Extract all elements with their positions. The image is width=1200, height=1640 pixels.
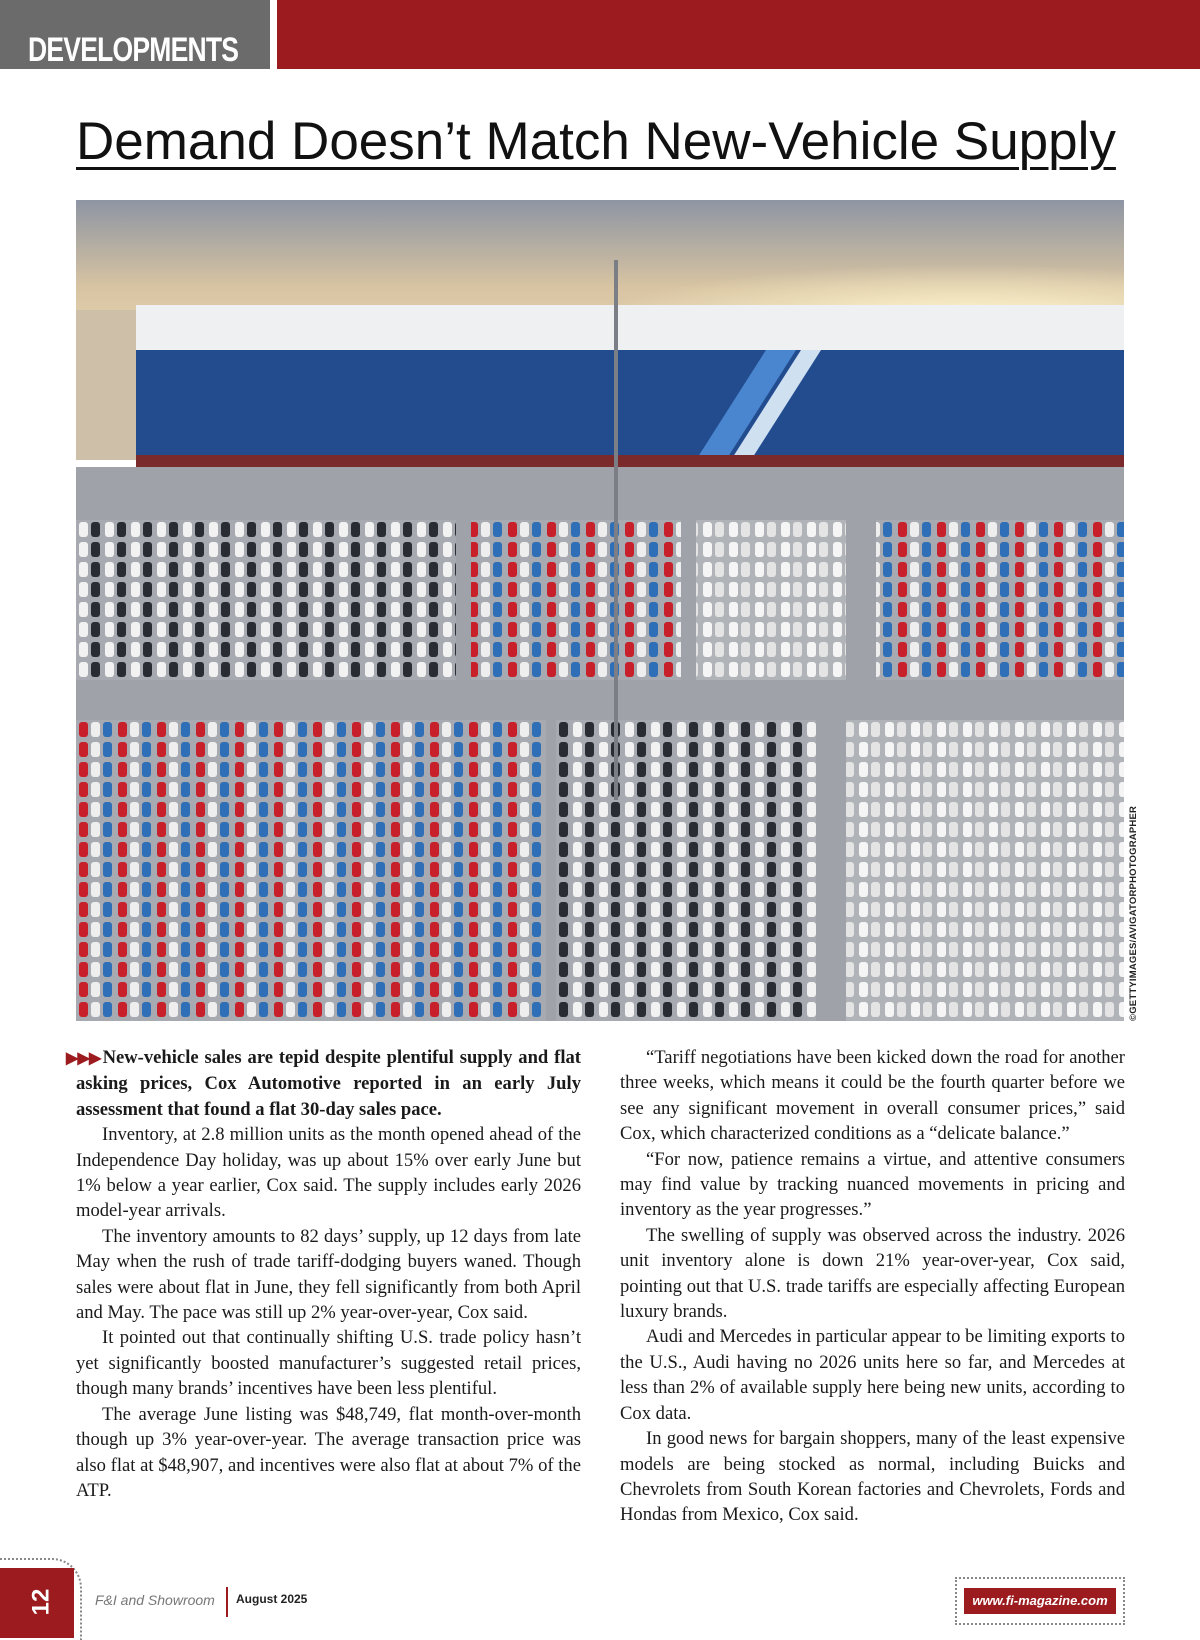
- body-paragraph: In good news for bargain shoppers, many of the least expensive models are being stocked as normal, including Buicks and Chevrolets from South Korean factories and Chevrolets, Fords and Hondas from Mexico, Cox said.: [620, 1428, 1125, 1526]
- body-paragraph: The inventory amounts to 82 days’ supply, up 12 days from late May when the rush of trade tariff-dodging buyers waned. Though sales were about flat in June, they fell significantly from both April and May. The pace was still up 2% year-over-year, Cox said.: [76, 1225, 581, 1324]
- header-accent-band: [277, 0, 1200, 69]
- body-paragraph: It pointed out that continually shifting U.S. trade policy hasn’t yet significantly boosted manufacturer’s suggested retail prices, though many brands’ incentives have been less plentiful.: [76, 1327, 581, 1400]
- article-photo: [76, 200, 1124, 1021]
- body-paragraph: “Tariff negotiations have been kicked down the road for another three weeks, which means it could be the fourth quarter before we see any significant movement in overall consumer prices,” said Cox, which characterized conditions as a “delicate balance.”: [620, 1047, 1125, 1145]
- body-paragraph: The swelling of supply was observed across the industry. 2026 unit inventory alone is down 21% year-over-year, Cox said, pointing out that U.S. trade tariffs are especially affecting European luxury brands.: [620, 1224, 1125, 1323]
- footer-separator: [226, 1587, 228, 1617]
- photo-credit: ©GETTYIMAGES/AVIGATORPHOTOGRAPHER: [1128, 805, 1139, 1021]
- issue-date: August 2025: [236, 1592, 308, 1606]
- section-label: DEVELOPMENTS: [28, 31, 239, 69]
- article-column-left: [66, 1045, 581, 1503]
- lede-text: New-vehicle sales are tepid despite plentiful supply and flat asking prices, Cox Automotive reported in an early July assessment that found a flat 30-day sales pace.: [76, 1047, 581, 1120]
- lede-paragraph: [66, 1045, 581, 1122]
- page-number: 12: [27, 1588, 55, 1616]
- lede-arrows-icon: ▶▶▶: [66, 1050, 101, 1067]
- body-paragraph: Inventory, at 2.8 million units as the month opened ahead of the Independence Day holiday, was up about 15% over early June but 1% below a year earlier, Cox said. The supply includes early 2026 model-year arrivals.: [76, 1124, 581, 1222]
- body-paragraph: The average June listing was $48,749, flat month-over-month though up 3% year-over-year. The average transaction price was also flat at $48,907, and incentives were also flat at about 7% of the ATP.: [76, 1403, 581, 1501]
- body-paragraph: Audi and Mercedes in particular appear to be limiting exports to the U.S., Audi having no 2026 units here so far, and Mercedes at less than 2% of available supply here being new units, according to Cox data.: [620, 1326, 1125, 1424]
- website-link[interactable]: www.fi-magazine.com: [964, 1588, 1116, 1614]
- body-paragraph: “For now, patience remains a virtue, and attentive consumers may find value by tracking nuanced movements in pricing and inventory as the year progresses.”: [620, 1148, 1125, 1221]
- article-column-right: [620, 1045, 1125, 1528]
- magazine-name: F&I and Showroom: [95, 1592, 215, 1608]
- article-title: Demand Doesn’t Match New-Vehicle Supply: [76, 112, 1116, 171]
